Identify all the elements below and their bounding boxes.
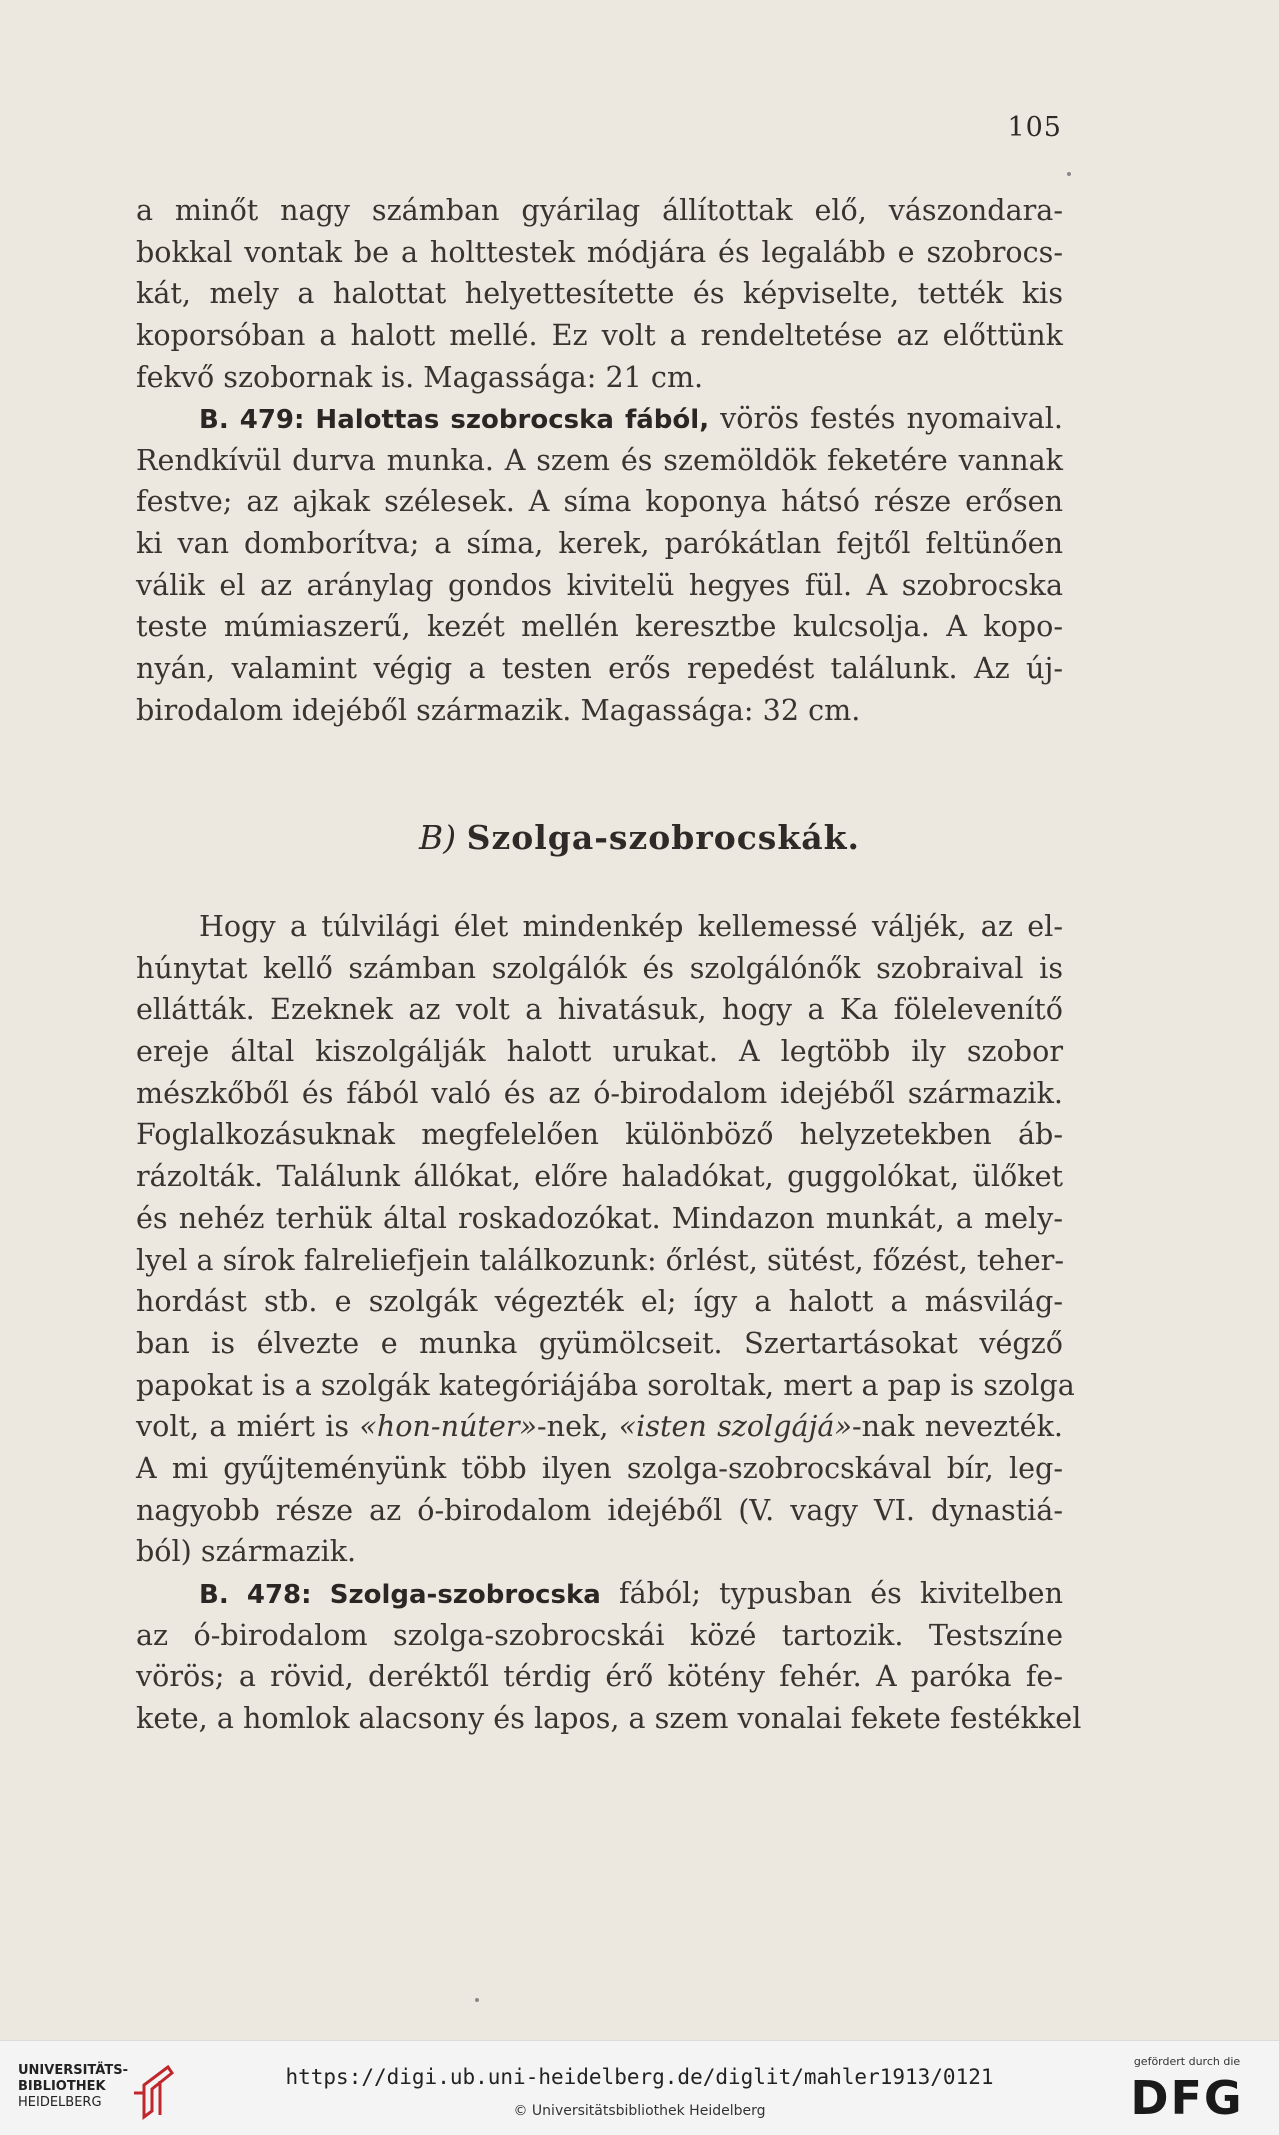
section-heading-prefix: B) bbox=[419, 818, 457, 857]
text-line: ból) származik. bbox=[136, 1534, 357, 1569]
text-line: birodalom idejéből származik. Magassága: 32 cm. bbox=[136, 692, 861, 727]
paragraph-2 bbox=[136, 906, 1075, 1573]
entry-479-first-rest: vörös festés nyomaival. bbox=[709, 401, 1064, 435]
dfg-funded-by: gefördert durch die bbox=[1133, 2055, 1241, 2068]
section-heading bbox=[0, 818, 1279, 857]
text-line: nyán, valamint végig a testen erős repedést találunk. Az új- bbox=[136, 651, 1063, 686]
text-line: ban is élvezte e munka gyümölcseit. Szertartásokat végző bbox=[136, 1325, 1063, 1360]
dfg-wordmark: DFG bbox=[1130, 2071, 1244, 2125]
text-line: fekvő szobornak is. Magassága: 21 cm. bbox=[136, 359, 704, 394]
paper-speck bbox=[475, 1998, 479, 2002]
text-line: a minőt nagy számban gyárilag állítottak elő, vászondara- bbox=[136, 193, 1063, 227]
text-line: A mi gyűjteményünk több ilyen szolga-szobrocskával bír, leg- bbox=[136, 1450, 1063, 1485]
quote-line-c: -nak nevezték. bbox=[851, 1409, 1063, 1444]
text-line: rázolták. Találunk állókat, előre haladókat, guggolókat, ülőket bbox=[136, 1159, 1063, 1194]
footer-bar bbox=[0, 2040, 1279, 2135]
text-line: teste múmiaszerű, kezét mellén keresztbe kulcsolja. A kopo- bbox=[136, 609, 1063, 644]
permalink-url[interactable]: https://digi.ub.uni-heidelberg.de/diglit/mahler1913/0121 bbox=[285, 2065, 994, 2089]
entry-479-first-line bbox=[136, 398, 1063, 440]
text-line: ereje által kiszolgálják halott urukat. A legtöbb ily szobor bbox=[136, 1034, 1063, 1069]
text-line: nagyobb része az ó-birodalom idejéből (V. vagy VI. dynastiá- bbox=[136, 1492, 1063, 1527]
text-line: ellátták. Ezeknek az volt a hivatásuk, hogy a Ka fölelevenítő bbox=[136, 992, 1063, 1027]
uni-line-1: UNIVERSITÄTS- bbox=[18, 2063, 128, 2078]
copyright-notice: © Universitätsbibliothek Heidelberg bbox=[513, 2103, 766, 2119]
section-heading-title: Szolga-szobrocskák. bbox=[466, 818, 860, 857]
quote-line bbox=[136, 1406, 1063, 1448]
text-line: kát, mely a halottat helyettesítette és képviselte, tették kis bbox=[136, 276, 1063, 311]
text-line: festve; az ajkak szélesek. A síma koponya hátsó része erősen bbox=[136, 484, 1063, 519]
entry-478-label: B. 478: Szolga-szobrocska bbox=[199, 1580, 601, 1610]
text-line: papokat is a szolgák kategóriájába soroltak, mert a pap is szolga bbox=[136, 1367, 1075, 1402]
text-line: az ó-birodalom szolga-szobrocskái közé tartozik. Testszíne bbox=[136, 1617, 1063, 1652]
text-line: vörös; a rövid, deréktől térdig érő kötény fehér. A paróka fe- bbox=[136, 1659, 1063, 1694]
text-line: Foglalkozásuknak megfelelően különböző helyzetekben áb- bbox=[136, 1117, 1063, 1152]
entry-478 bbox=[136, 1573, 1082, 1740]
text-line: mészkőből és fából való és az ó-birodalom idejéből származik. bbox=[136, 1075, 1063, 1110]
quote-line-a: volt, a miért is bbox=[136, 1409, 360, 1444]
paper-speck bbox=[1067, 172, 1071, 176]
quote-line-b: -nek, bbox=[537, 1409, 619, 1444]
entry-478-first-rest: fából; typusban és kivitelben bbox=[600, 1576, 1063, 1610]
text-line: kete, a homlok alacsony és lapos, a szem vonalai fekete festékkel bbox=[136, 1701, 1082, 1736]
entry-479-label: B. 479: Halottas szobrocska fából, bbox=[199, 405, 710, 435]
entry-478-first-line bbox=[136, 1573, 1063, 1615]
text-line: válik el az aránylag gondos kivitelü hegyes fül. A szobrocska bbox=[136, 567, 1063, 602]
text-line: húnytat kellő számban szolgálók és szolgálónők szobraival is bbox=[136, 950, 1063, 985]
text-line: és nehéz terhük által roskadozókat. Mindazon munkát, a mely- bbox=[136, 1200, 1063, 1235]
text-line: bokkal vontak be a holttestek módjára és legalább e szobrocs- bbox=[136, 234, 1063, 269]
dfg-logo[interactable] bbox=[1117, 2055, 1257, 2125]
uni-line-2: BIBLIOTHEK bbox=[18, 2079, 106, 2094]
entry-479 bbox=[136, 398, 1063, 732]
page-number: 105 bbox=[1007, 112, 1062, 143]
paragraph-1 bbox=[136, 190, 1063, 398]
quote-isten-szolgaja: «isten szolgájá» bbox=[618, 1409, 852, 1444]
uni-line-3: HEIDELBERG bbox=[18, 2095, 102, 2110]
text-line: lyel a sírok falreliefjein találkozunk: őrlést, sütést, főzést, teher- bbox=[136, 1242, 1065, 1277]
text-line: ki van domborítva; a síma, kerek, parókátlan fejtől feltünően bbox=[136, 526, 1063, 561]
text-line: Hogy a túlvilági élet mindenkép kellemessé váljék, az el- bbox=[199, 909, 1063, 943]
text-line: koporsóban a halott mellé. Ez volt a rendeltetése az előttünk bbox=[136, 318, 1063, 353]
quote-hon-nuter: «hon-núter» bbox=[359, 1409, 537, 1444]
text-line: hordást stb. e szolgák végezték el; így a halott a másvilág- bbox=[136, 1284, 1063, 1319]
text-line: Rendkívül durva munka. A szem és szemöldök feketére vannak bbox=[136, 442, 1063, 477]
